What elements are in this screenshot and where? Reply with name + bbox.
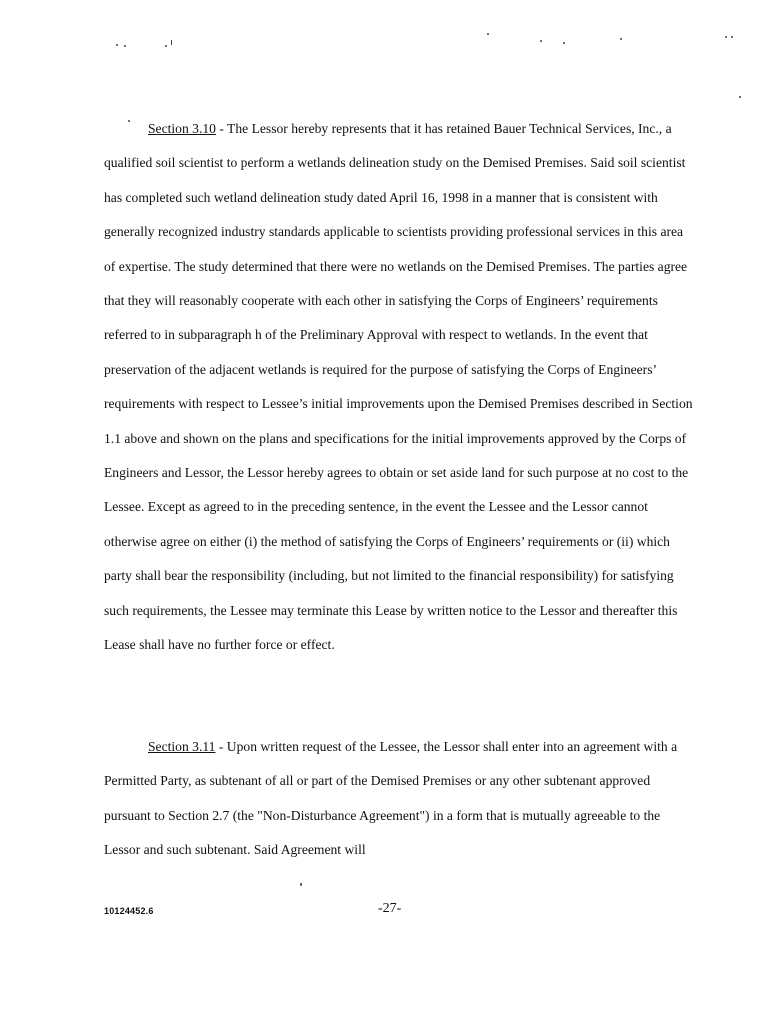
section-3-11-body: - Upon written request of the Lessee, the Lessor shall enter into an agreement with a Permitted Party, as subtenant of all or part of the Demised Premises or any other subtenant approved pursuant to Section 2.7 (the "Non-Disturbance Agreement") in a form that is mutually agreeable to the Lessor and such subtenant. Said Agreement will <box>104 739 678 858</box>
scan-speck <box>620 38 622 40</box>
page-number: -27- <box>378 901 402 916</box>
scan-speck <box>739 96 741 98</box>
section-3-11-heading: Section 3.11 <box>148 739 216 754</box>
scan-speck <box>171 40 172 45</box>
section-3-10-heading: Section 3.10 <box>148 121 216 136</box>
scan-speck <box>165 45 167 47</box>
section-3-10-paragraph <box>104 112 694 663</box>
scan-speck <box>563 42 565 44</box>
document-id: 10124452.6 <box>104 906 154 916</box>
scan-speck <box>540 40 542 42</box>
section-3-10-body: - The Lessor hereby represents that it has retained Bauer Technical Services, Inc., a qualified soil scientist to perform a wetlands delineation study on the Demised Premises. Said soil scientist has completed such wetland delineation study dated April 16, 1998 in a manner that is consistent with generally recognized industry standards applicable to scientists providing professional services in this area of expertise. The study determined that there were no wetlands on the Demised Premises. The parties agree that they will reasonably cooperate with each other in satisfying the Corps of Engineers’ requirements referred to in subparagraph h of the Preliminary Approval with respect to wetlands. In the event that preservation of the adjacent wetlands is required for the purpose of satisfying the Corps of Engineers’ requirements with respect to Lessee’s initial improvements upon the Demised Premises described in Section 1.1 above and shown on the plans and specifications for the initial improvements approved by the Corps of Engineers and Lessor, the Lessor hereby agrees to obtain or set aside land for such purpose at no cost to the Lessee. Except as agreed to in the preceding sentence, in the event the Lessee and the Lessor cannot otherwise agree on either (i) the method of satisfying the Corps of Engineers’ requirements or (ii) which party shall bear the responsibility (including, but not limited to the financial responsibility) for satisfying such requirements, the Lessee may terminate this Lease by written notice to the Lessor and thereafter this Lease shall have no further force or effect. <box>104 121 693 653</box>
scan-speck <box>487 33 489 35</box>
scan-speck <box>124 45 126 47</box>
scan-speck <box>116 44 118 46</box>
scan-speck <box>300 883 302 886</box>
scan-speck <box>725 36 727 38</box>
scan-speck <box>731 36 733 38</box>
section-3-11-paragraph <box>104 730 694 868</box>
